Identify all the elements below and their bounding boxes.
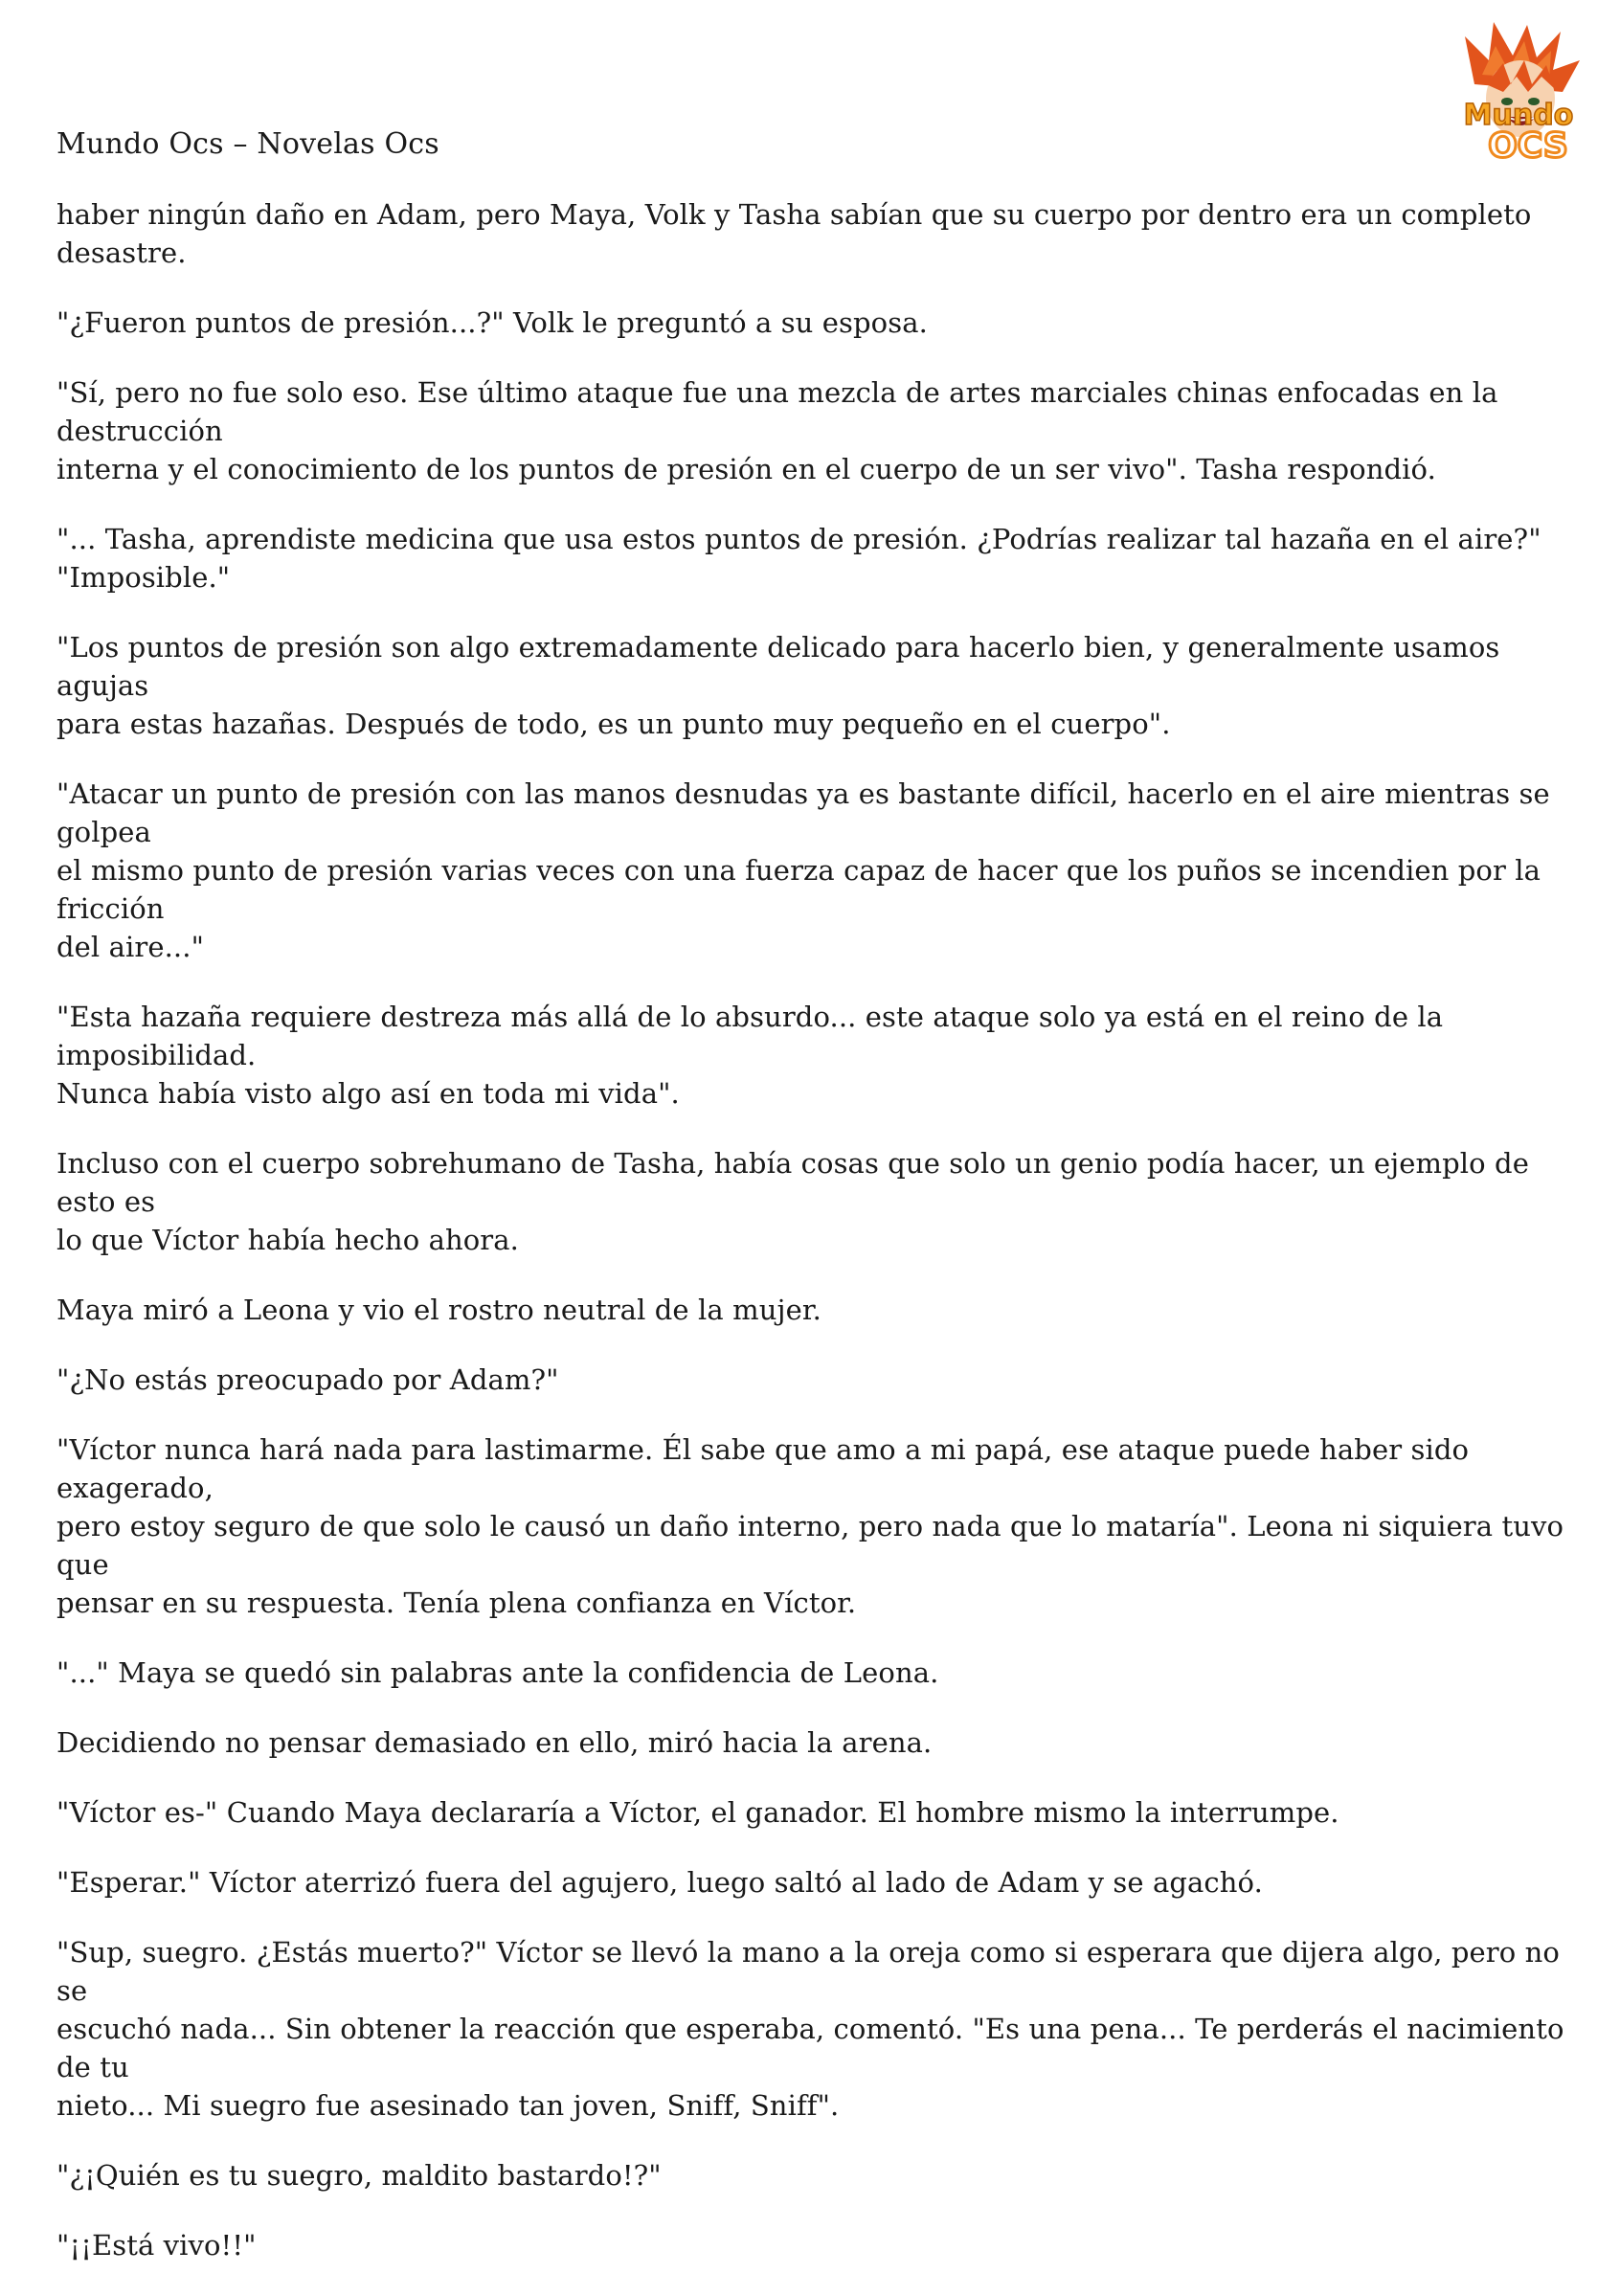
paragraph: "¿No estás preocupado por Adam?" [56,1363,559,1396]
paragraph: "Los puntos de presión son algo extremadamente delicado para hacerlo bien, y generalmente usamos agujas para estas hazañas. Después de todo, es un punto muy pequeño en el cuerpo". [56,631,1500,740]
page-header: Mundo Ocs – Novelas Ocs [56,127,439,161]
paragraph: "Esperar." Víctor aterrizó fuera del agujero, luego saltó al lado de Adam y se agachó. [56,1866,1263,1899]
paragraph: "¿¡Quién es tu suegro, maldito bastardo!?" [56,2159,662,2192]
paragraph: "Atacar un punto de presión con las manos desnudas ya es bastante difícil, hacerlo en el aire mientras se golpea el mismo punto de presión varias veces con una fuerza capaz de hacer que los puños se incendien por la fricción del aire..." [56,777,1550,963]
svg-text:Mundo: Mundo [1463,99,1574,132]
paragraph: Maya miró a Leona y vio el rostro neutral de la mujer. [56,1294,821,1326]
paragraph: Decidiendo no pensar demasiado en ello, miró hacia la arena. [56,1726,933,1759]
paragraph: "Esta hazaña requiere destreza más allá de lo absurdo... este ataque solo ya está en el reino de la imposibilidad. Nunca había visto algo así en toda mi vida". [56,1001,1444,1110]
mundo-ocs-logo [1436,17,1601,170]
paragraph: "¡¡Está vivo!!" [56,2229,257,2262]
document-body [56,195,1579,2296]
paragraph: "Víctor nunca hará nada para lastimarme. Él sabe que amo a mi papá, ese ataque puede haber sido exagerado, pero estoy seguro de que solo le causó un daño interno, pero nada que lo mataría". Leona ni siquiera tuvo que pensar en su respuesta. Tenía plena confianza en Víctor. [56,1433,1564,1619]
svg-text:OCS: OCS [1488,126,1568,166]
paragraph: "... Tasha, aprendiste medicina que usa estos puntos de presión. ¿Podrías realizar tal hazaña en el aire?" "Imposible." [56,523,1541,594]
paragraph: haber ningún daño en Adam, pero Maya, Volk y Tasha sabían que su cuerpo por dentro era un completo desastre. [56,198,1532,269]
paragraph: Incluso con el cuerpo sobrehumano de Tasha, había cosas que solo un genio podía hacer, un ejemplo de esto es lo que Víctor había hecho ahora. [56,1147,1529,1256]
paragraph: "Sí, pero no fue solo eso. Ese último ataque fue una mezcla de artes marciales chinas enfocadas en la destrucción interna y el conocimiento de los puntos de presión en el cuerpo de un ser vivo". Tasha respondió. [56,376,1498,485]
paragraph: "Sup, suegro. ¿Estás muerto?" Víctor se llevó la mano a la oreja como si esperara que dijera algo, pero no se escuchó nada... Sin obtener la reacción que esperaba, comentó. "Es una pena... Te perderás el nacimiento de tu nieto... Mi suegro fue asesinado tan joven, Sniff, Sniff". [56,1936,1564,2122]
paragraph: "..." Maya se quedó sin palabras ante la confidencia de Leona. [56,1656,939,1689]
paragraph: "¿Fueron puntos de presión...?" Volk le preguntó a su esposa. [56,306,928,339]
paragraph: "Víctor es-" Cuando Maya declararía a Víctor, el ganador. El hombre mismo la interrumpe. [56,1796,1339,1829]
